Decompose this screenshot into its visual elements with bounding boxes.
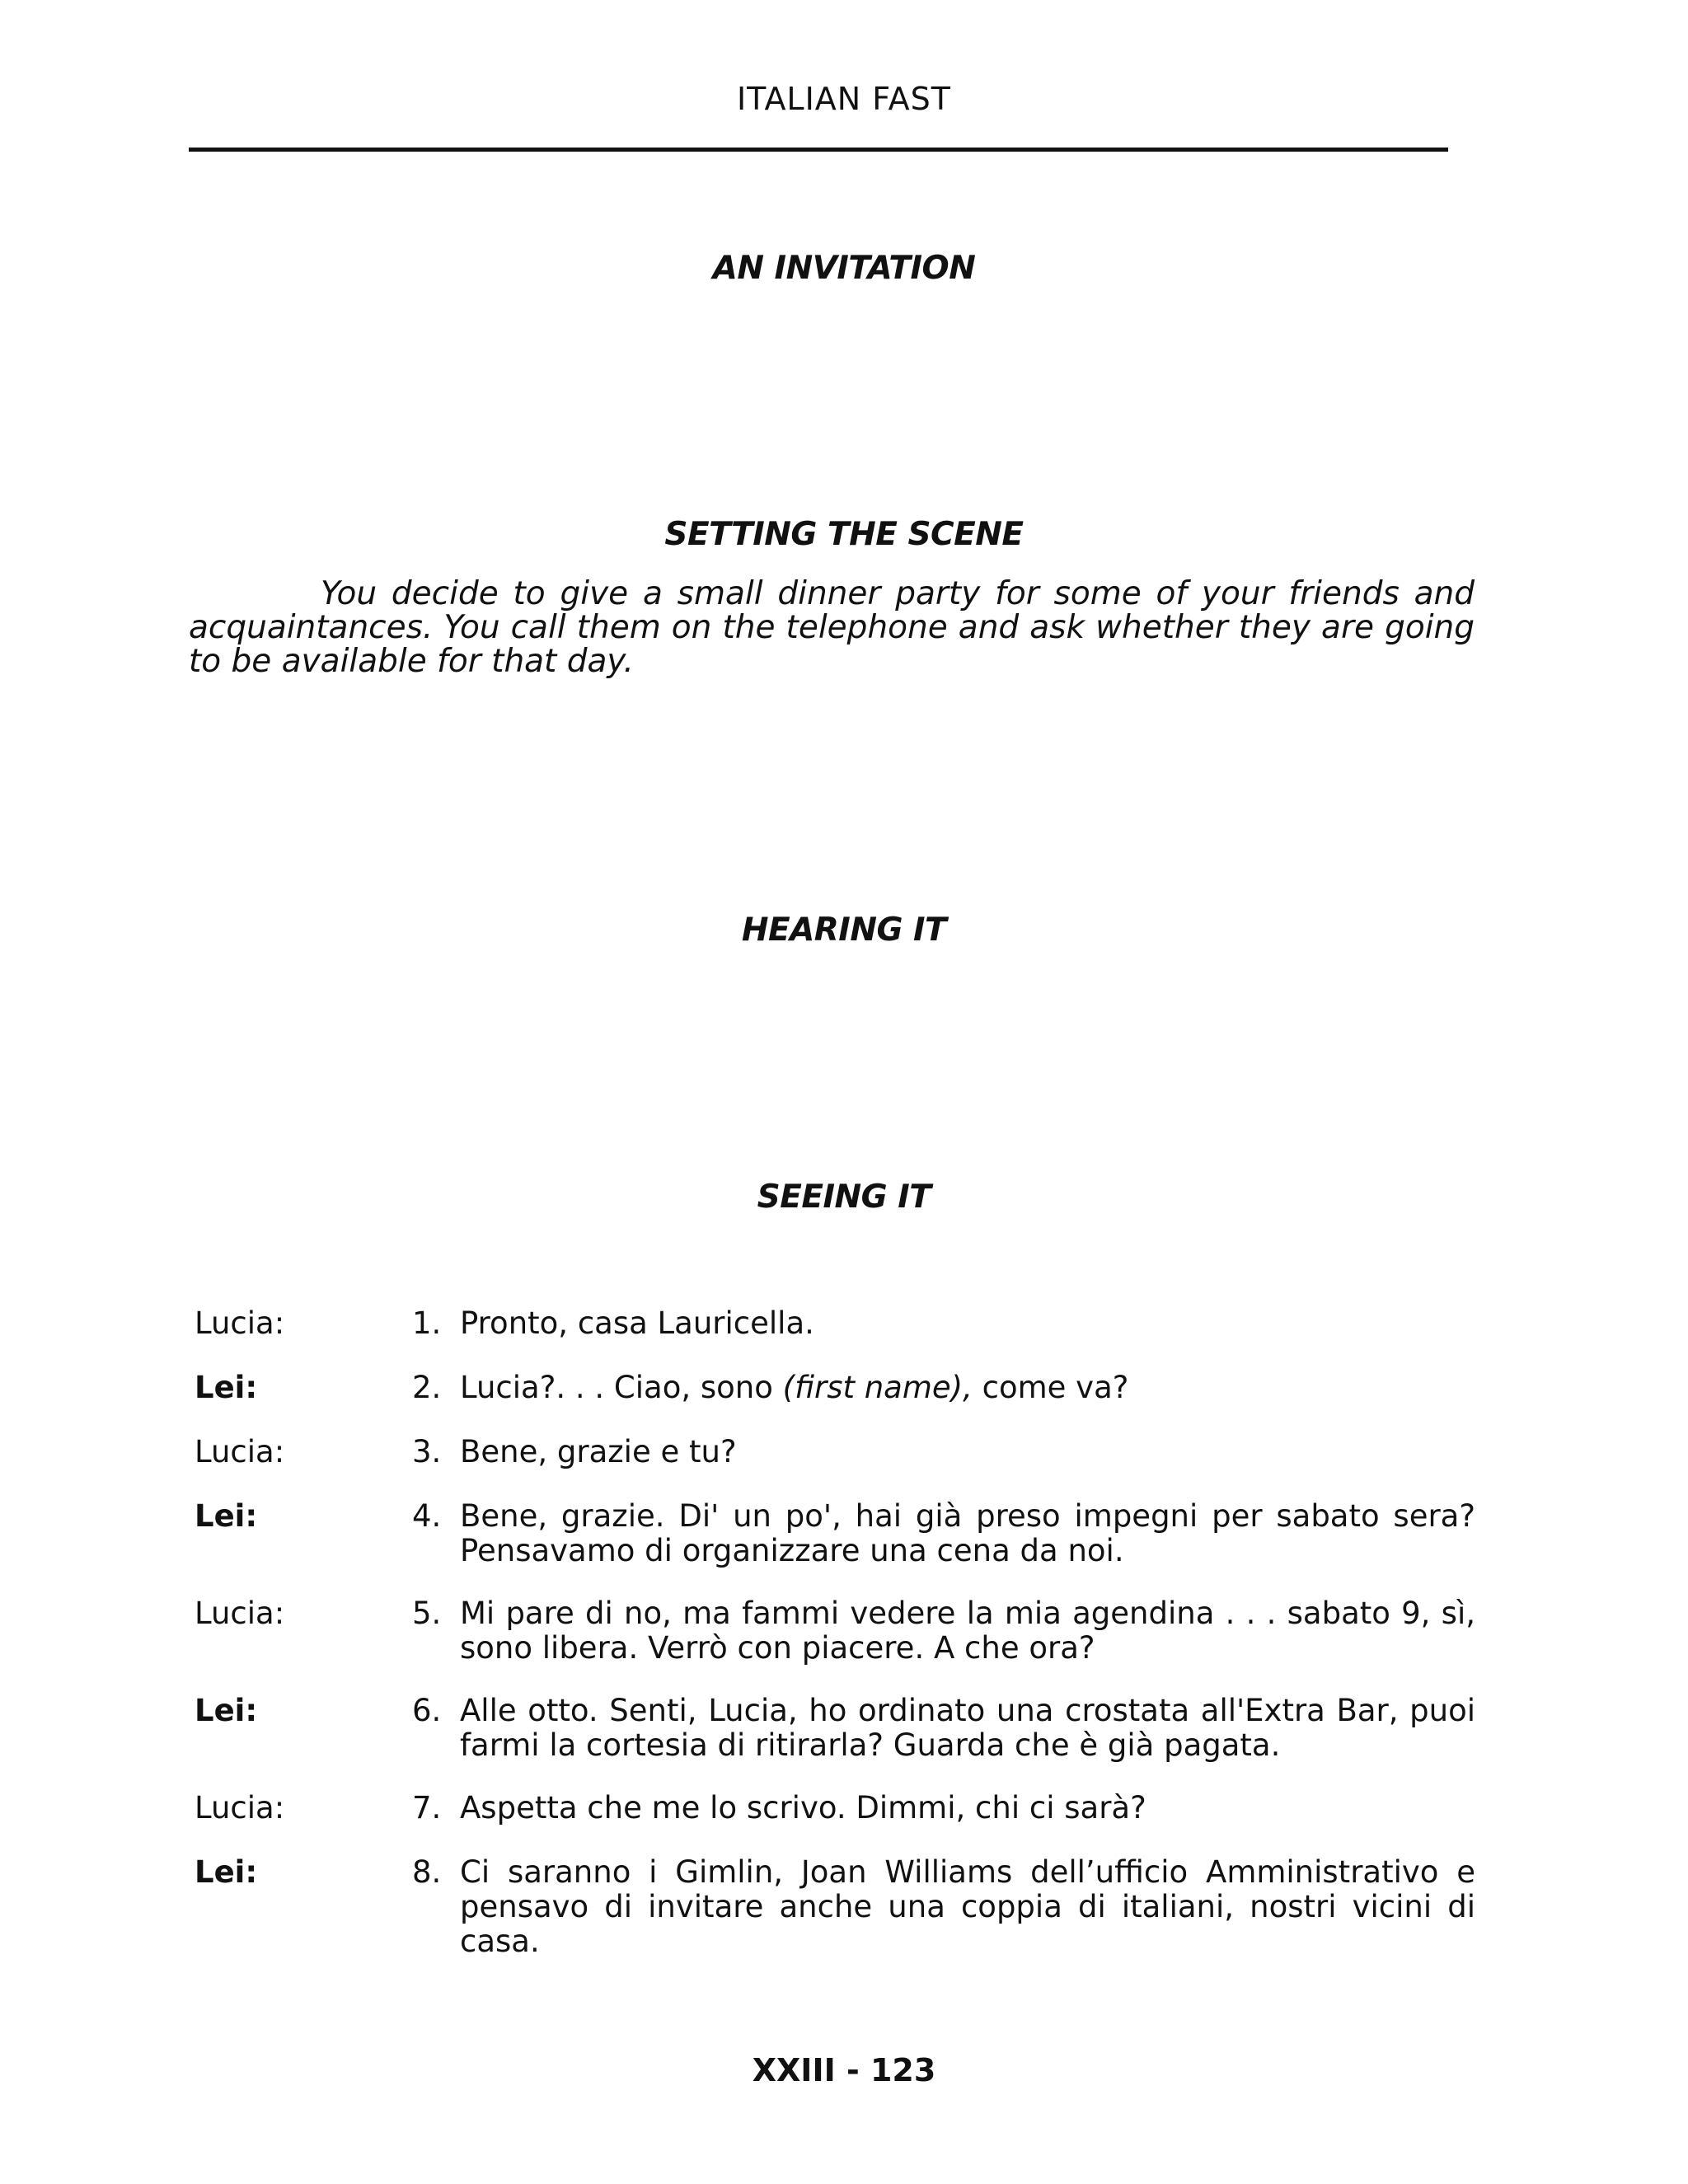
speaker-label: Lei: [195,1854,258,1890]
utterance-text [460,1371,1475,1405]
setting-scene-heading: SETTING THE SCENE [664,516,1024,553]
dialogue-line [0,1371,1688,1405]
utterance-text: Alle otto. Senti, Lucia, ho ordinato una crostata all'Extra Bar, puoi farmi la cortesia di ritirarla? Guarda che è già pagata. [460,1693,1475,1763]
dialogue-line [0,1791,1688,1825]
dialogue-line [0,1499,1688,1568]
dialogue-line [0,1855,1688,1959]
speaker-label: Lei: [195,1693,258,1728]
setting-scene-text: You decide to give a small dinner party for some of your friends and acquaintances. You call them on the telephone and ask whether they are going to be available for that day. [189,575,1475,680]
speaker-label: Lei: [195,1370,258,1405]
line-number: 7. [412,1790,442,1825]
utterance-text: Pronto, casa Lauricella. [460,1305,814,1341]
utterance-text: Bene, grazie e tu? [460,1434,737,1469]
speaker-label: Lei: [195,1498,258,1534]
line-number: 4. [412,1498,442,1534]
utterance-part: come va? [972,1370,1129,1405]
running-head: ITALIAN FAST [736,81,952,117]
utterance-text: Bene, grazie. Di' un po', hai già preso impegni per sabato sera? Pensavamo di organizzare una cena da noi. [460,1498,1475,1568]
dialogue-line [0,1435,1688,1469]
dialogue-list [0,1306,1688,1959]
line-number: 6. [412,1693,442,1728]
dialogue-line [0,1306,1688,1341]
line-number: 1. [412,1305,442,1341]
line-number: 8. [412,1854,442,1890]
utterance-text: Mi pare di no, ma fammi vedere la mia agendina . . . sabato 9, sì, sono libera. Verrò con piacere. A che ora? [460,1596,1475,1666]
speaker-label: Lucia: [195,1305,285,1341]
line-number: 5. [412,1596,442,1631]
seeing-it-heading: SEEING IT [757,1179,931,1216]
header-rule [189,148,1448,152]
page-title: AN INVITATION [712,250,976,287]
page-number: XXIII - 123 [752,2052,936,2088]
utterance-text: Ci saranno i Gimlin, Joan Williams dell’ufficio Amministrativo e pensavo di invitare anche una coppia di italiani, nostri vicini di casa. [460,1854,1475,1959]
speaker-label: Lucia: [195,1790,285,1825]
dialogue-line [0,1596,1688,1666]
line-number: 3. [412,1434,442,1469]
hearing-it-heading: HEARING IT [741,912,947,949]
speaker-label: Lucia: [195,1434,285,1469]
placeholder-first-name: (first name), [782,1370,973,1405]
utterance-text: Aspetta che me lo scrivo. Dimmi, chi ci sarà? [460,1790,1146,1825]
speaker-label: Lucia: [195,1596,285,1631]
dialogue-line [0,1694,1688,1763]
utterance-part: Lucia?. . . Ciao, sono [460,1370,783,1405]
line-number: 2. [412,1370,442,1405]
